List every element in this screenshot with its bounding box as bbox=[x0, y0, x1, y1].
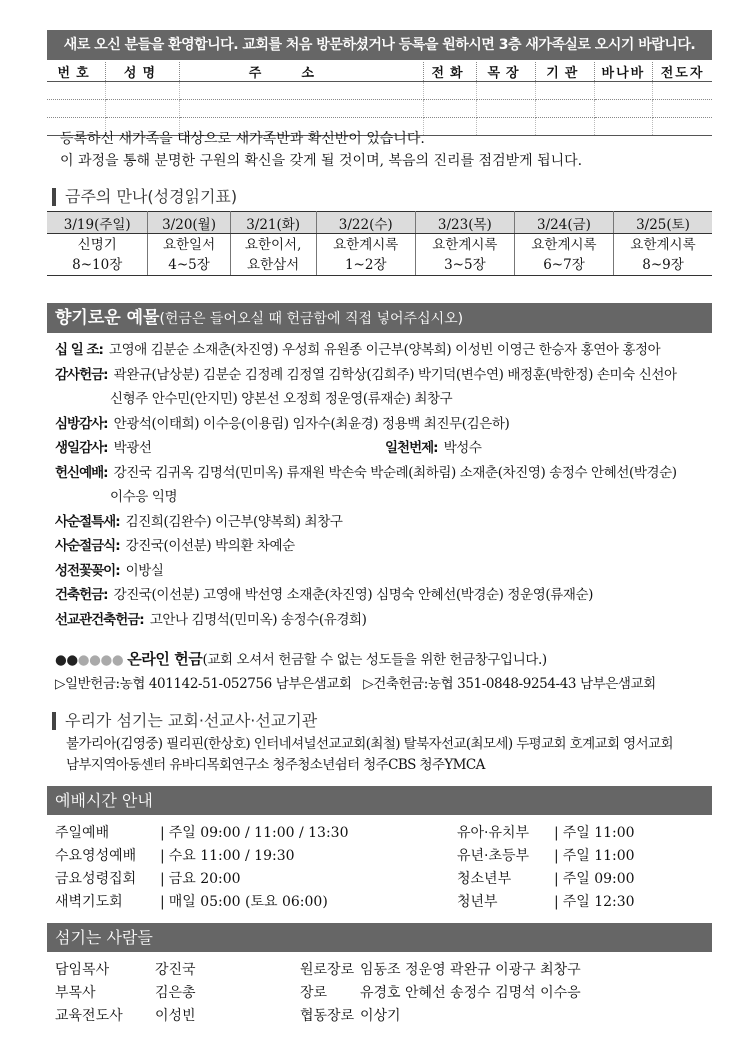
online-accounts bbox=[55, 672, 656, 696]
offering-row-altar-flower bbox=[55, 559, 715, 584]
general-account: ▷일반헌금:농협 401142-51-052756 남부은샘교회 bbox=[55, 676, 352, 692]
staff-role: 장로 bbox=[300, 985, 328, 1001]
worship-schedule bbox=[55, 822, 715, 914]
offering-label: 생일감사: bbox=[55, 440, 108, 456]
passage-chapter: 3~5장 bbox=[444, 257, 486, 273]
staff-row bbox=[55, 1005, 715, 1028]
bible-reading-heading: 금주의 만나(성경읽기표) bbox=[52, 188, 237, 206]
offering-row-birthday-first bbox=[55, 436, 715, 461]
separator: | bbox=[160, 848, 165, 864]
service-name: 청소년부 bbox=[457, 871, 512, 887]
offering-names: 박성수 bbox=[443, 440, 482, 456]
offering-names: 신형주 안수민(안지민) 양본선 오정희 정운영(류재순) 최창구 bbox=[110, 391, 453, 407]
offering-list bbox=[55, 338, 715, 632]
offering-row-visit bbox=[55, 412, 715, 437]
offering-subtitle: (헌금은 들어오실 때 헌금함에 직접 넣어주십시오) bbox=[159, 311, 464, 327]
staff-name: 강진국 bbox=[155, 962, 196, 978]
bible-passage bbox=[614, 234, 712, 276]
col-barnabas: 바나바 bbox=[594, 62, 652, 82]
worship-row bbox=[55, 891, 715, 914]
service-name: 유아·유치부 bbox=[457, 825, 530, 841]
offering-row-lent-special bbox=[55, 510, 715, 535]
service-time: 주일 11:00 bbox=[562, 848, 635, 864]
service-name: 청년부 bbox=[457, 894, 498, 910]
passage-book: 요한계시록 bbox=[531, 237, 597, 253]
separator: | bbox=[554, 894, 559, 910]
worship-banner: 예배시간 안내 bbox=[47, 786, 712, 815]
offering-names: 고안나 김명석(민미옥) 송정수(유경희) bbox=[149, 611, 367, 628]
staff-name: 김은총 bbox=[155, 985, 196, 1001]
passage-book: 요한계시록 bbox=[630, 237, 696, 253]
service-time: 주일 09:00 bbox=[562, 871, 635, 887]
service-name: 유년·초등부 bbox=[457, 848, 530, 864]
offering-names: 박광선 bbox=[113, 440, 152, 456]
offering-label: 감사헌금: bbox=[55, 366, 108, 383]
staff-names: 이상기 bbox=[360, 1008, 401, 1024]
note-line: 이 과정을 통해 분명한 구원의 확신을 갖게 될 것이며, 복음의 진리를 점검받게 됩니다. bbox=[60, 153, 583, 169]
passage-book: 요한계시록 bbox=[333, 237, 399, 253]
service-time: 매일 05:00 (토요 06:00) bbox=[168, 894, 328, 910]
building-account: ▷건축헌금:농협 351-0848-9254-43 남부은샘교회 bbox=[363, 676, 656, 692]
welcome-banner: 새로 오신 분들을 환영합니다. 교회를 처음 방문하셨거나 등록을 원하시면 3층 새가족실로 오시기 바랍니다. bbox=[47, 30, 712, 60]
offering-label: 일천번제: bbox=[385, 440, 438, 456]
offering-row-building bbox=[55, 583, 715, 608]
passage-chapter: 4~5장 bbox=[168, 257, 210, 273]
separator: | bbox=[554, 825, 559, 841]
passage-chapter: 8~10장 bbox=[72, 257, 123, 273]
bible-reading-table bbox=[47, 211, 712, 276]
col-number: 번호 bbox=[47, 62, 106, 82]
note-line: 등록하신 새가족을 대상으로 새가족반과 확신반이 있습니다. bbox=[60, 131, 425, 147]
staff-role: 담임목사 bbox=[55, 962, 110, 978]
mission-line: 불가리아(김영중) 필리핀(한상호) 인터네셔널선교교회(최철) 탈북자선교(최모세) 두평교회 호계교회 영서교회 bbox=[66, 736, 673, 752]
passage-book: 신명기 bbox=[77, 237, 117, 253]
registration-blank-row[interactable] bbox=[47, 100, 712, 118]
service-name: 새벽기도회 bbox=[55, 894, 123, 910]
service-name: 금요성령집회 bbox=[55, 871, 137, 887]
mission-line: 남부지역아동센터 유바디목회연구소 청주청소년쉼터 청주CBS 청주YMCA bbox=[66, 757, 485, 773]
offering-row-lent-fast bbox=[55, 534, 715, 559]
bible-date: 3/19(주일) bbox=[47, 212, 148, 234]
service-time: 금요 20:00 bbox=[168, 871, 241, 887]
bible-date: 3/23(목) bbox=[415, 212, 514, 234]
offering-label: 사순절금식: bbox=[55, 538, 120, 554]
col-phone: 전화 bbox=[423, 62, 476, 82]
staff-role: 협동장로 bbox=[300, 1008, 355, 1024]
passage-chapter: 요한삼서 bbox=[247, 257, 300, 273]
offering-first bbox=[385, 436, 715, 461]
offering-names: 김진희(김완수) 이근부(양복희) 최창구 bbox=[125, 513, 343, 530]
staff-role: 부목사 bbox=[55, 985, 96, 1001]
bible-date: 3/25(토) bbox=[614, 212, 712, 234]
mission-list bbox=[66, 734, 673, 776]
bible-date: 3/24(금) bbox=[514, 212, 613, 234]
staff-list bbox=[55, 959, 715, 1028]
online-offering-desc: (교회 오셔서 헌금할 수 없는 성도들을 위한 헌금창구입니다.) bbox=[202, 652, 547, 668]
registration-header-row bbox=[47, 62, 712, 82]
service-name: 수요영성예배 bbox=[55, 848, 137, 864]
mission-heading: 우리가 섬기는 교회·선교사·선교기관 bbox=[52, 712, 317, 730]
passage-book: 요한이서, bbox=[244, 237, 302, 253]
worship-row bbox=[55, 845, 715, 868]
bible-passage bbox=[514, 234, 613, 276]
bible-passage bbox=[230, 234, 316, 276]
service-time: 수요 11:00 / 19:30 bbox=[168, 848, 295, 864]
offering-names: 강진국(이선분) 박의환 차예순 bbox=[125, 538, 295, 554]
offering-names: 강진국(이선분) 고영애 박선영 소재춘(차진영) 심명숙 안혜선(박경순) 정운영(류재순) bbox=[113, 587, 594, 603]
offering-names: 이방실 bbox=[125, 562, 164, 579]
bible-date: 3/21(화) bbox=[230, 212, 316, 234]
worship-row bbox=[55, 868, 715, 891]
offering-row-thanks bbox=[55, 363, 715, 388]
offering-banner bbox=[47, 303, 712, 333]
staff-role: 원로장로 bbox=[300, 962, 355, 978]
bible-passage bbox=[415, 234, 514, 276]
offering-label: 심방감사: bbox=[55, 415, 108, 432]
offering-row-devotion-cont bbox=[55, 485, 715, 510]
col-cell-group: 목장 bbox=[477, 62, 536, 82]
staff-role: 교육전도사 bbox=[55, 1008, 123, 1024]
offering-names: 안광석(이태희) 이수응(이용림) 임자수(최윤경) 정용백 최진무(김은하) bbox=[113, 415, 510, 432]
passage-chapter: 6~7장 bbox=[543, 257, 585, 273]
bible-passage bbox=[148, 234, 230, 276]
offering-row-tithe bbox=[55, 338, 715, 363]
registration-table bbox=[47, 62, 712, 136]
passage-book: 요한일서 bbox=[162, 237, 216, 253]
col-evangelist: 전도자 bbox=[653, 62, 712, 82]
service-time: 주일 12:30 bbox=[562, 894, 635, 910]
offering-label: 선교관건축헌금: bbox=[55, 611, 144, 628]
offering-names: 이수응 익명 bbox=[110, 489, 178, 505]
online-offering-title-row bbox=[55, 647, 656, 672]
offering-birthday bbox=[55, 436, 385, 461]
separator: | bbox=[160, 825, 165, 841]
registration-note bbox=[60, 128, 582, 172]
offering-names: 고영애 김분순 소재춘(차진영) 우성희 유원종 이근부(양복희) 이성빈 이영근 한승자 홍연아 홍정아 bbox=[108, 342, 661, 358]
separator: | bbox=[554, 848, 559, 864]
offering-label: 헌신예배: bbox=[55, 464, 108, 481]
dots-icon: ●●●●●● bbox=[55, 652, 124, 668]
offering-row-mission-building bbox=[55, 608, 715, 633]
offering-row-devotion bbox=[55, 461, 715, 486]
offering-label: 건축헌금: bbox=[55, 587, 108, 603]
staff-name: 이성빈 bbox=[155, 1008, 196, 1024]
passage-book: 요한계시록 bbox=[432, 237, 498, 253]
staff-banner: 섬기는 사람들 bbox=[47, 923, 712, 952]
bible-date-row bbox=[47, 212, 712, 234]
worship-row bbox=[55, 822, 715, 845]
offering-row-thanks-cont bbox=[55, 387, 715, 412]
registration-blank-row[interactable] bbox=[47, 82, 712, 100]
separator: | bbox=[554, 871, 559, 887]
bible-date: 3/20(월) bbox=[148, 212, 230, 234]
offering-label: 성전꽃꽂이: bbox=[55, 562, 120, 579]
service-time: 주일 11:00 bbox=[562, 825, 635, 841]
bible-passage bbox=[316, 234, 415, 276]
passage-chapter: 1~2장 bbox=[344, 257, 387, 273]
service-name: 주일예배 bbox=[55, 825, 110, 841]
service-time: 주일 09:00 / 11:00 / 13:30 bbox=[168, 825, 349, 841]
staff-row bbox=[55, 982, 715, 1005]
staff-row bbox=[55, 959, 715, 982]
col-organization: 기관 bbox=[535, 62, 594, 82]
offering-label: 십 일 조: bbox=[55, 342, 103, 358]
staff-names: 임동조 정운영 곽완규 이광구 최창구 bbox=[360, 962, 581, 978]
online-offering bbox=[55, 647, 656, 696]
offering-title: 향기로운 예물 bbox=[55, 308, 160, 328]
passage-chapter: 8~9장 bbox=[642, 257, 684, 273]
bible-passage bbox=[47, 234, 148, 276]
separator: | bbox=[160, 894, 165, 910]
separator: | bbox=[160, 871, 165, 887]
bible-date: 3/22(수) bbox=[316, 212, 415, 234]
col-name: 성명 bbox=[106, 62, 180, 82]
bible-passage-row bbox=[47, 234, 712, 276]
online-offering-title: 온라인 헌금 bbox=[127, 650, 203, 668]
offering-names: 강진국 김귀옥 김명석(민미옥) 류재원 박손숙 박순례(최하림) 소재춘(차진영) 송정수 안혜선(박경순) bbox=[113, 464, 677, 481]
offering-label: 사순절특새: bbox=[55, 513, 120, 530]
staff-names: 유경호 안혜선 송정수 김명석 이수응 bbox=[360, 985, 581, 1001]
offering-names: 곽완규(남상분) 김분순 김정례 김정열 김학상(김희주) 박기덕(변수연) 배정훈(박한정) 손미숙 신선아 bbox=[113, 366, 677, 383]
col-address: 주소 bbox=[179, 62, 423, 82]
